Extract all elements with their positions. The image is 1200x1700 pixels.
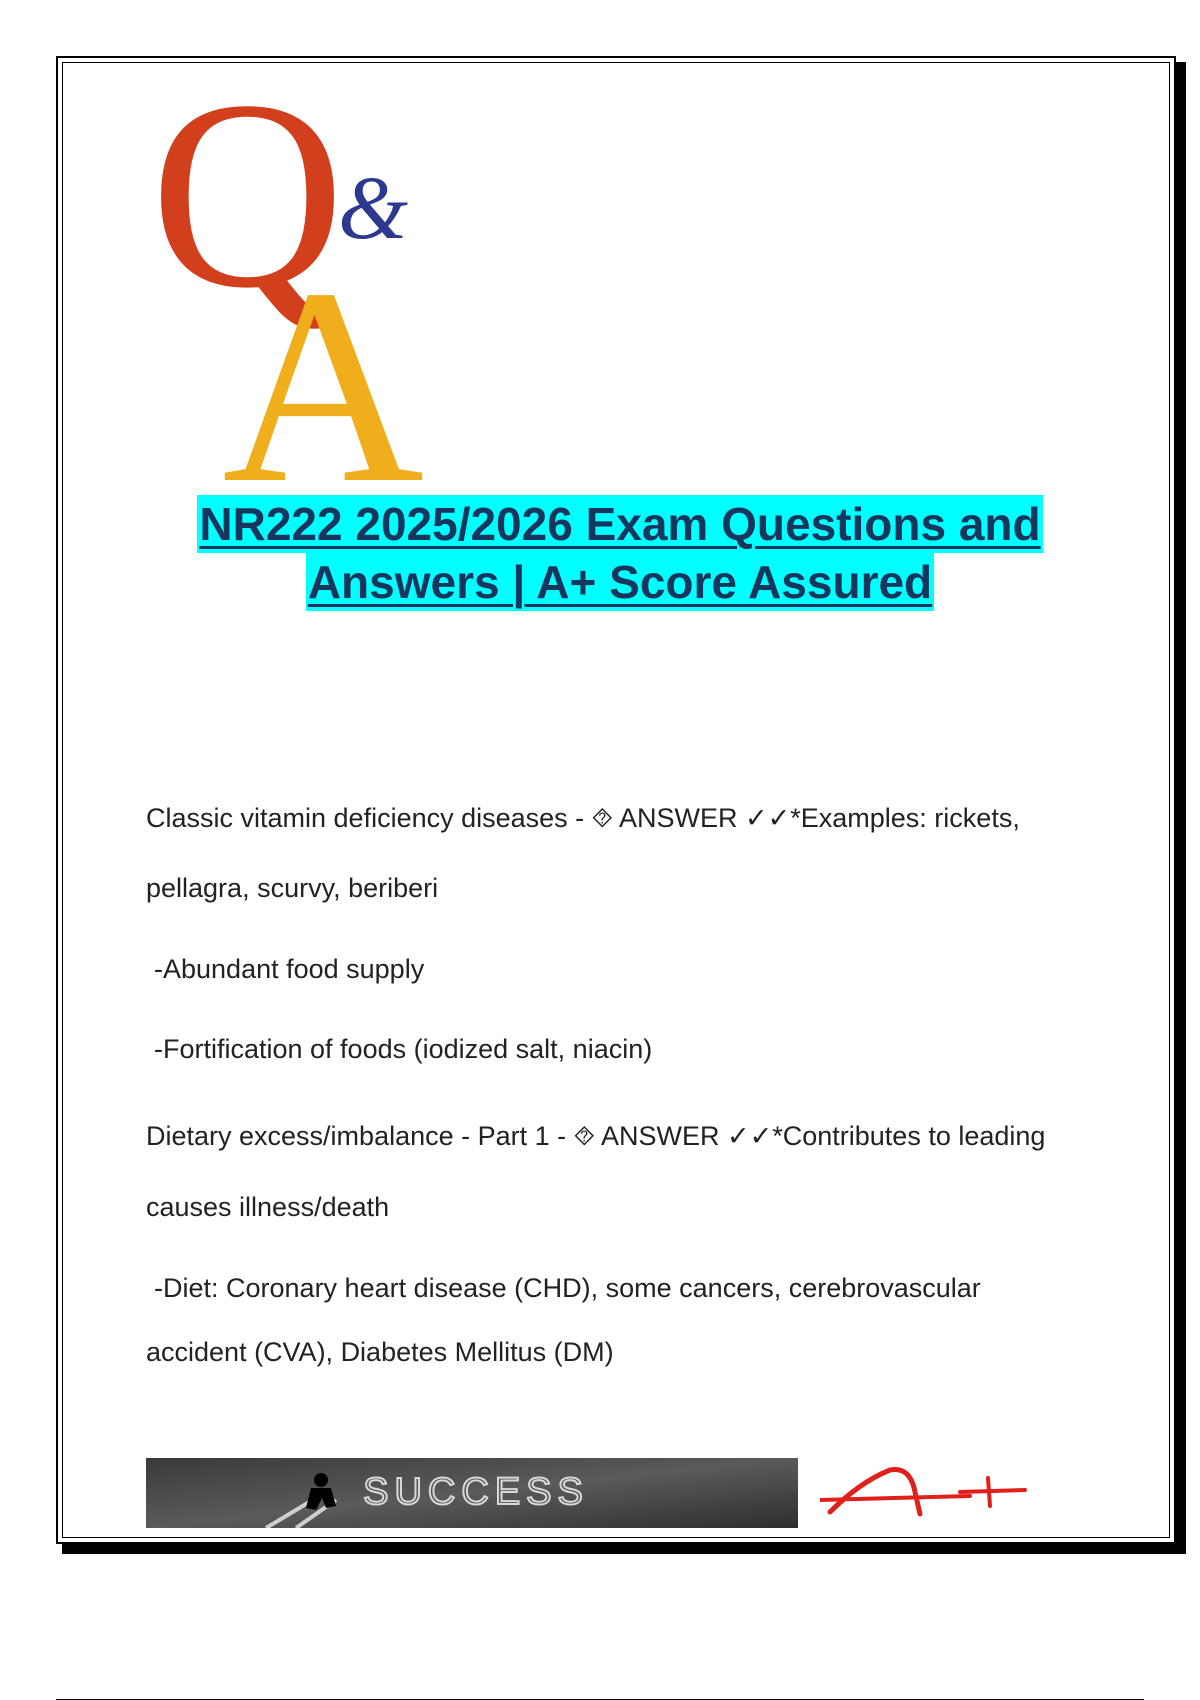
- document-title: [90, 495, 1150, 611]
- answer-2-bullet-1: -Diet: Coronary heart disease (CHD), some cancers, cerebrovascular: [154, 1273, 981, 1303]
- qa-logo: [150, 80, 450, 490]
- answer-1-bullet-2: -Fortification of foods (iodized salt, niacin): [154, 1034, 653, 1064]
- answer-2-continuation: causes illness/death: [146, 1192, 390, 1222]
- banner-success-text: SUCCESS: [363, 1471, 589, 1513]
- answer-1-continuation: pellagra, scurvy, beriberi: [146, 873, 439, 903]
- success-banner-image: [146, 1458, 798, 1528]
- title-line-1: NR222 2025/2026 Exam Questions and: [197, 495, 1042, 553]
- answer-2-bullet-1-continuation: accident (CVA), Diabetes Mellitus (DM): [146, 1337, 614, 1367]
- answer-1-bullet-1: -Abundant food supply: [154, 954, 425, 984]
- title-line-2: Answers | A+ Score Assured: [306, 553, 934, 611]
- question-2-line: Dietary excess/imbalance - Part 1 - ⯑ ANSWER ✓✓*Contributes to leading: [146, 1121, 1046, 1151]
- logo-ampersand: &: [338, 159, 409, 258]
- logo-q-letter: Q: [150, 80, 345, 344]
- question-1-line: Classic vitamin deficiency diseases - ⯑ ANSWER ✓✓*Examples: rickets,: [146, 803, 1020, 833]
- logo-a-letter: A: [222, 230, 425, 490]
- a-plus-badge: [820, 1462, 1030, 1522]
